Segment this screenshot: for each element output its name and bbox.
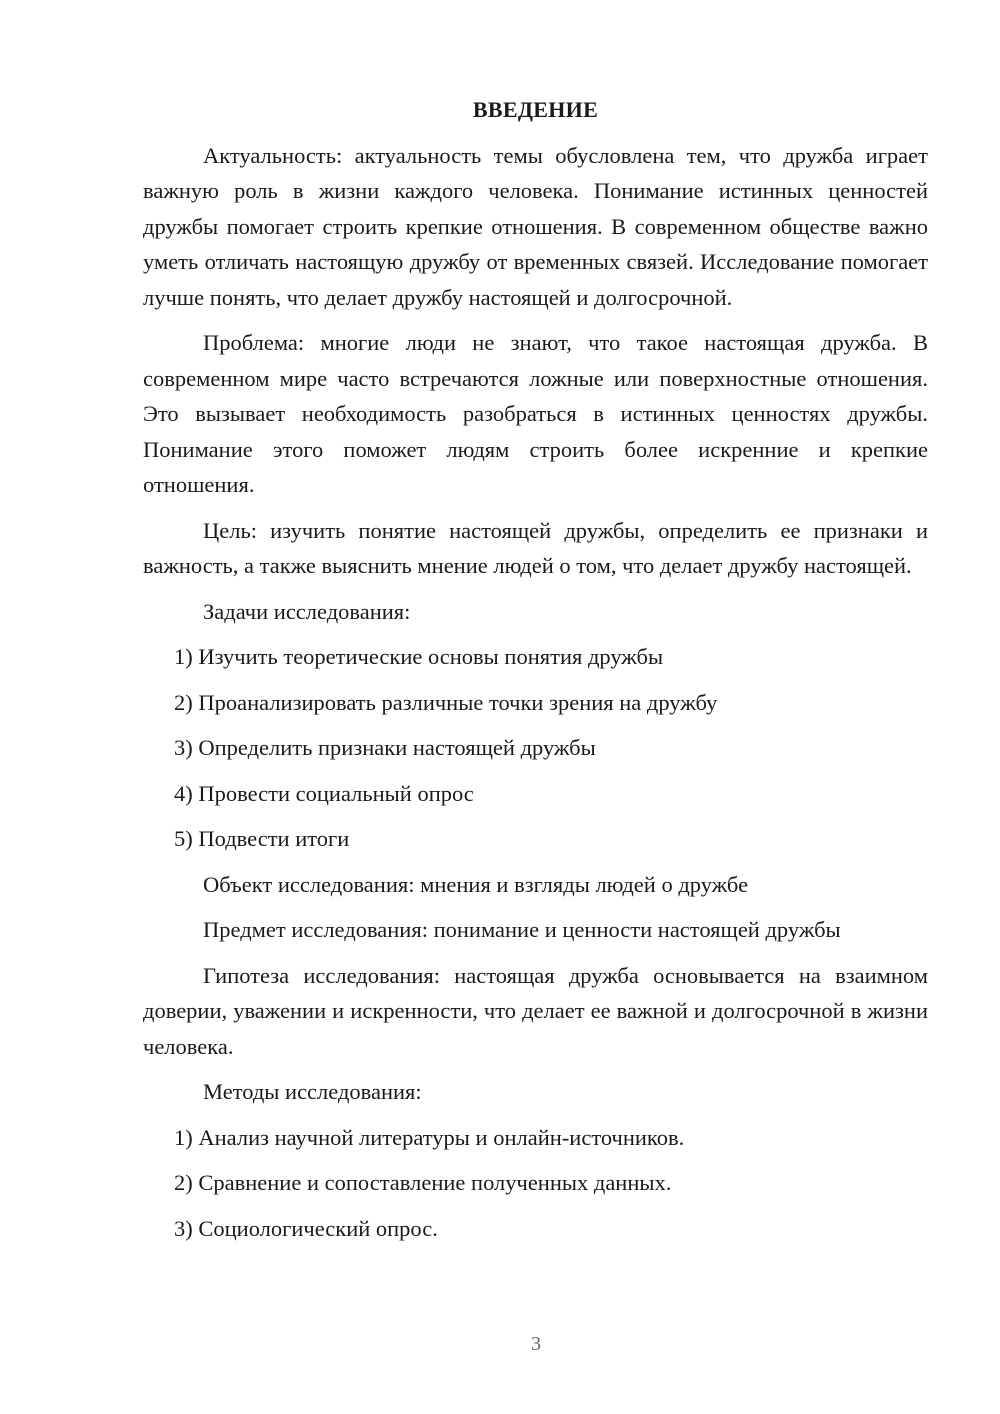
task-item: 1) Изучить теоретические основы понятия дружбы [174,644,664,669]
method-item: 1) Анализ научной литературы и онлайн-источников. [174,1124,685,1150]
task-item: 3) Определить признаки настоящей дружбы [174,735,596,760]
methods-list [143,1120,928,1247]
research-object: Объект исследования: мнения и взгляды людей о дружбе [203,871,749,897]
hypothesis-paragraph: Гипотеза исследования: настоящая дружба основывается на взаимном доверии, уважении и искренности, что делает ее важной и долгосрочной в жизни человека. [143,962,928,1059]
method-item: 3) Социологический опрос. [174,1215,438,1241]
task-item: 2) Проанализировать различные точки зрения на дружбу [174,689,718,715]
relevance-paragraph: Актуальность: актуальность темы обусловлена тем, что дружба играет важную роль в жизни каждого человека. Понимание истинных ценностей дружбы помогает строить крепкие отношения. В современном обществе важно уметь отличать настоящую дружбу от временных связей. Исследование помогает лучше понять, что делает дружбу настоящей и долгосрочной. [143,142,928,310]
methods-heading: Методы исследования: [203,1079,422,1104]
goal-paragraph: Цель: изучить понятие настоящей дружбы, определить ее признаки и важность, а также выяснить мнение людей о том, что делает дружбу настоящей. [143,517,928,578]
page-number: 3 [531,1333,541,1355]
document-page [143,92,928,1256]
research-subject: Предмет исследования: понимание и ценности настоящей дружбы [203,917,841,942]
problem-paragraph: Проблема: многие люди не знают, что такое настоящая дружба. В современном мире часто встречаются ложные или поверхностные отношения. Это вызывает необходимость разобраться в истинных ценностях дружбы. Понимание этого поможет людям строить более искренние и крепкие отношения. [143,330,928,497]
task-item: 4) Провести социальный опрос [174,780,474,806]
page-title: ВВЕДЕНИЕ [472,97,599,122]
task-item: 5) Подвести итоги [174,826,350,851]
tasks-list [143,639,928,857]
method-item: 2) Сравнение и сопоставление полученных данных. [174,1170,672,1195]
tasks-heading: Задачи исследования: [203,598,411,624]
